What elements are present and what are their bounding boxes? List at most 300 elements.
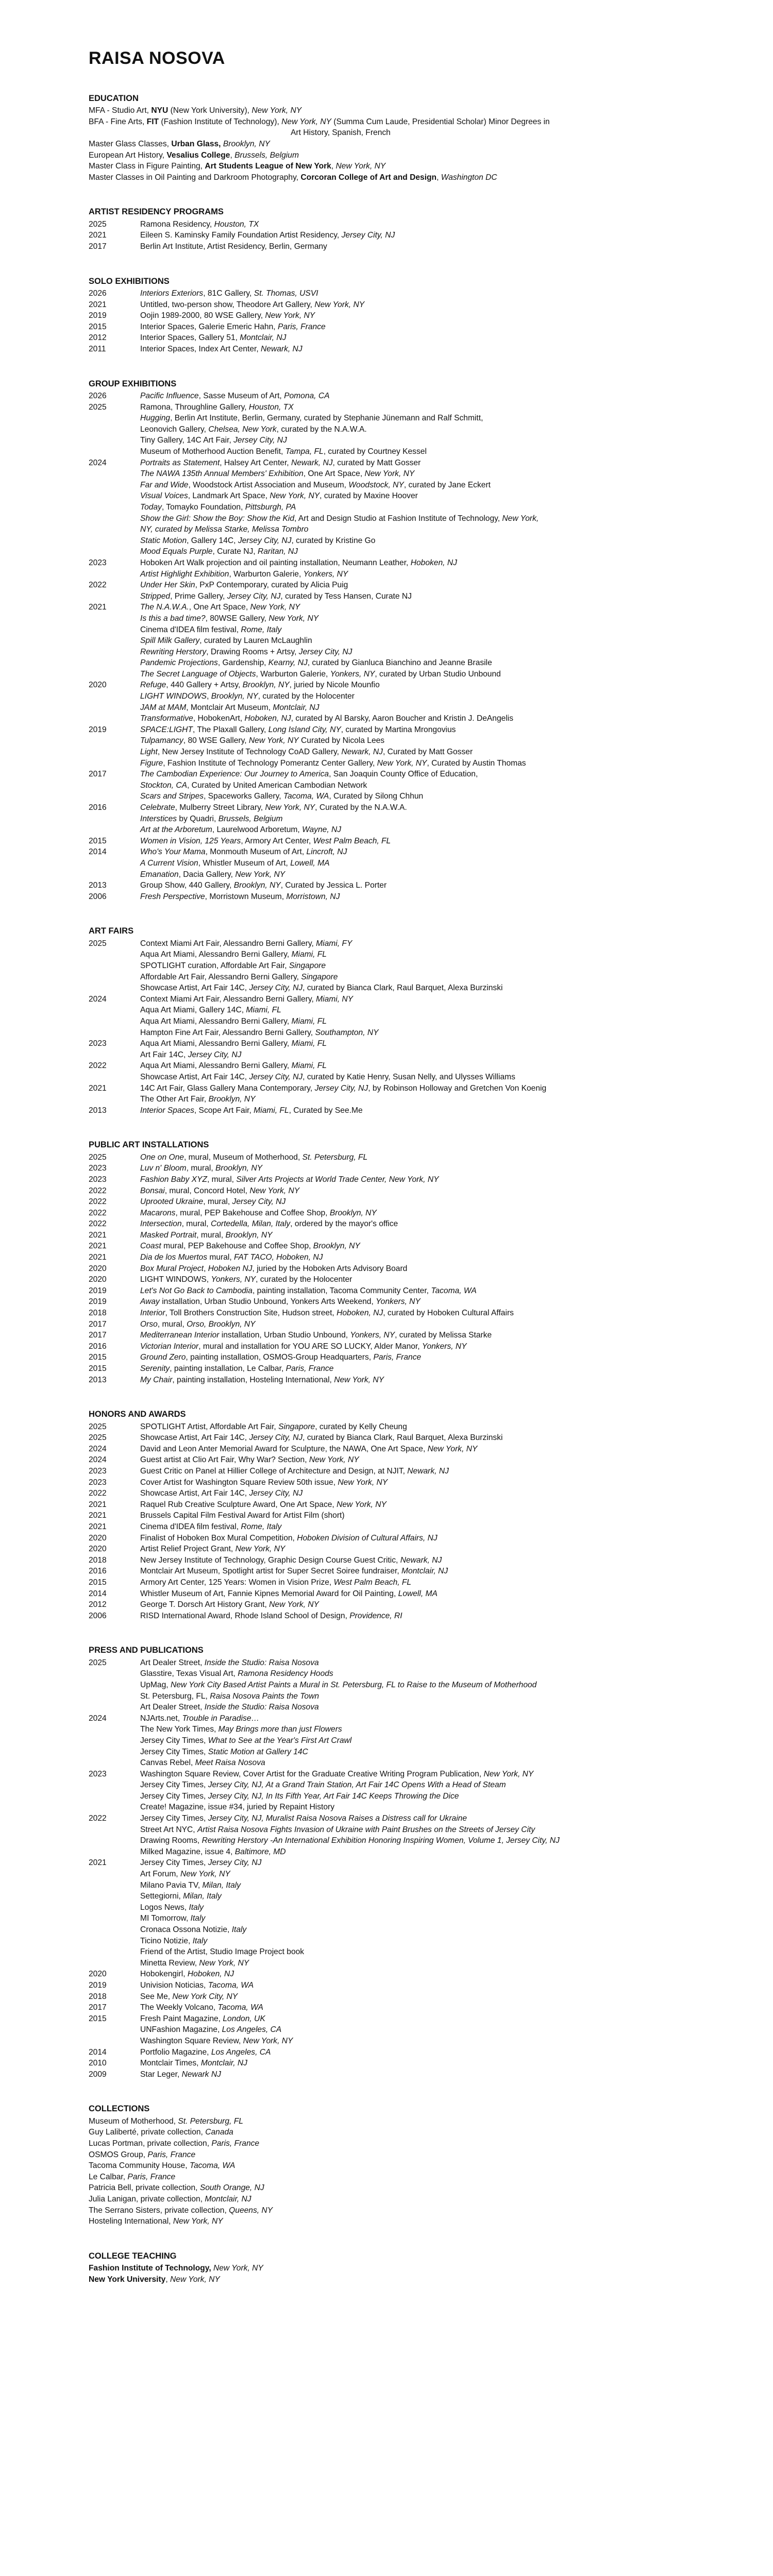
entry-text (140, 713, 670, 724)
text-fragment: , Gallery 14C, (187, 536, 238, 545)
text-fragment: Long Island City, NY (268, 725, 341, 734)
text-fragment: Coast (140, 1242, 161, 1251)
entry-year: 2023 (89, 1175, 107, 1184)
entry-row (89, 457, 670, 469)
text-fragment: Stockton, CA (140, 781, 188, 790)
text-fragment: Ticino Notizie, (140, 1936, 193, 1945)
text-fragment: Lincroft, NJ (306, 848, 347, 857)
entry-text (140, 1846, 670, 1858)
text-fragment: , Art and Design Studio at Fashion Institute of Technology, (294, 514, 502, 523)
text-fragment: NY (140, 525, 151, 534)
text-fragment: Jersey City, NJ, In Its Fifth Year, Art Fair 14C Keeps Throwing the Dice (208, 1791, 459, 1801)
entry-row (89, 1735, 670, 1747)
entry-row (89, 669, 670, 680)
text-fragment: New York, NY (427, 1444, 478, 1453)
text-fragment: Orso, Brooklyn, NY (187, 1319, 256, 1329)
entry-row (89, 880, 670, 891)
entry-text (140, 1296, 670, 1308)
text-fragment: Italy (231, 1925, 247, 1935)
entry-row (89, 1780, 670, 1791)
text-fragment: MI Tomorrow, (140, 1914, 191, 1923)
entry-year (89, 1958, 140, 1969)
solo-exhibitions-list (89, 288, 670, 355)
text-fragment: , Laurelwood Arboretum, (212, 825, 303, 835)
entry-year: 2013 (89, 1375, 107, 1384)
entry-text (140, 891, 670, 903)
entry-year (89, 1891, 140, 1902)
text-fragment: Hugging (140, 414, 171, 423)
entry-text (140, 814, 670, 825)
entry-year: 2006 (89, 892, 107, 901)
solo-exhibitions-section (89, 276, 670, 355)
text-fragment: Finalist of Hoboken Box Mural Competition, (140, 1533, 297, 1543)
entry-row (89, 836, 670, 847)
text-fragment: , (165, 2275, 171, 2284)
text-fragment: BFA - Fine Arts, (89, 117, 147, 126)
text-fragment: Paris, France (127, 2172, 176, 2181)
text-fragment: New York City, NY (172, 1992, 238, 2001)
entry-text (140, 1274, 670, 1285)
group-exhibitions-list (89, 391, 670, 902)
text-fragment: , Sasse Museum of Art, (198, 392, 284, 401)
entry-text (140, 1060, 670, 1072)
text-fragment: , curated by Hoboken Cultural Affairs (383, 1309, 514, 1318)
entry-row (89, 960, 670, 972)
text-fragment: , Prime Gallery, (170, 591, 227, 601)
text-fragment: , mural, (203, 1197, 232, 1207)
entry-row (89, 1702, 670, 1713)
text-fragment: UpMag, (140, 1680, 171, 1689)
text-fragment: Art Fair 14C, (140, 1050, 188, 1059)
entry-row (89, 1510, 670, 1521)
text-fragment: South Orange, NJ (199, 2183, 264, 2193)
entry-text (140, 424, 670, 435)
entry-year (89, 1724, 140, 1735)
entry-line (89, 2182, 670, 2194)
text-fragment: (New York University), (168, 106, 252, 115)
entry-text (140, 1444, 670, 1455)
entry-year: 2012 (89, 333, 107, 343)
text-fragment: Berlin Art Institute, Artist Residency, Berlin, Germany (140, 242, 327, 251)
text-fragment: Rome, Italy (241, 625, 282, 634)
entry-year (89, 713, 140, 724)
entry-row (89, 1005, 670, 1016)
entry-text (140, 1902, 670, 1913)
entry-text (140, 635, 670, 647)
text-fragment: , curated by Kristine Go (291, 536, 376, 545)
entry-year: 2021 (89, 1083, 107, 1093)
text-fragment: Lowell, MA (398, 1589, 438, 1598)
text-fragment: New York, NY (235, 1545, 285, 1554)
entry-year: 2022 (89, 1197, 107, 1207)
text-fragment: Corcoran College of Art and Design (300, 173, 437, 182)
text-fragment: Raritan, NJ (257, 547, 298, 556)
entry-text (140, 480, 670, 491)
text-fragment: , Curated by Austin Thomas (427, 758, 526, 768)
text-fragment: Tacoma, WA (208, 1980, 254, 1990)
entry-line (89, 2149, 670, 2161)
entry-row (89, 1668, 670, 1680)
entry-year (89, 635, 140, 647)
entry-text (140, 321, 670, 333)
text-fragment: , ordered by the mayor's office (290, 1219, 398, 1229)
text-fragment: Master Classes in Oil Painting and Darkroom Photography, (89, 173, 301, 182)
entry-row (89, 724, 670, 736)
entry-row (89, 602, 670, 613)
entry-text (140, 391, 670, 402)
entry-year: 2022 (89, 581, 107, 590)
text-fragment: installation, Urban Studio Unbound, (219, 1331, 350, 1340)
entry-text (140, 288, 670, 299)
text-fragment: Tacoma, WA (431, 1286, 477, 1295)
entry-year (89, 1702, 140, 1713)
text-fragment: Hoboken, NJ (410, 558, 457, 567)
entry-year (89, 960, 140, 972)
text-fragment: SPACE:LIGHT (140, 725, 193, 734)
entry-row (89, 1713, 670, 1724)
entry-row (89, 1891, 670, 1902)
text-fragment: Univision Noticias, (140, 1980, 208, 1990)
text-fragment: Jersey City Times, (140, 1781, 208, 1790)
entry-year: 2024 (89, 994, 107, 1004)
text-fragment: , curated by Melissa Starke (395, 1331, 492, 1340)
text-fragment: Newark NJ (181, 2070, 221, 2079)
entry-year: 2023 (89, 1769, 107, 1778)
text-fragment: , Drawing Rooms + Artsy, (206, 647, 299, 656)
entry-row (89, 1375, 670, 1386)
text-fragment: , Warburton Galerie, (256, 669, 330, 679)
entry-row (89, 569, 670, 580)
text-fragment: Interior Spaces (140, 1106, 194, 1115)
entry-year (89, 1747, 140, 1758)
education-section (89, 93, 670, 183)
text-fragment: New York, NY (269, 1600, 319, 1609)
entry-year (89, 691, 140, 702)
text-fragment: installation, Urban Studio Unbound, Yonkers Arts Weekend, (159, 1297, 376, 1307)
entry-year (89, 814, 140, 825)
text-fragment: Cortedella, Milan, Italy (210, 1219, 291, 1229)
entry-year (89, 1846, 140, 1858)
entry-year (89, 1005, 140, 1016)
entry-row (89, 1285, 670, 1297)
text-fragment: Woodstock, NY (348, 480, 404, 489)
entry-row (89, 938, 670, 950)
text-fragment: Brooklyn, NY (215, 1164, 262, 1173)
text-fragment: Tampa, FL (285, 447, 324, 456)
text-fragment: Raisa Nosova Paints the Town (210, 1691, 320, 1701)
education-list (89, 105, 670, 183)
entry-text (140, 1599, 670, 1611)
entry-text (140, 994, 670, 1005)
entry-year (89, 1072, 140, 1083)
entry-row (89, 1936, 670, 1947)
entry-row (89, 1980, 670, 1991)
entry-year: 2021 (89, 1242, 107, 1251)
text-fragment: Scars and Stripes (140, 792, 204, 801)
collections-section (89, 2104, 670, 2227)
entry-row (89, 1218, 670, 1230)
text-fragment: Visual Voices (140, 492, 188, 501)
entry-row (89, 1196, 670, 1208)
entry-row (89, 624, 670, 636)
text-fragment: New York, NY (170, 2275, 220, 2284)
entry-text (140, 1421, 670, 1433)
entry-text (140, 1757, 670, 1769)
entry-row (89, 1680, 670, 1691)
entry-row (89, 321, 670, 333)
text-fragment: Static Motion (140, 536, 187, 545)
entry-text (140, 724, 670, 736)
text-fragment: Art Dealer Street, (140, 1658, 205, 1667)
text-fragment: Interior (140, 1309, 165, 1318)
text-fragment: Montclair Art Museum, Spotlight artist for Super Secret Soiree fundraiser, (140, 1567, 402, 1576)
text-fragment: New York, NY (338, 1478, 388, 1487)
entry-row (89, 2058, 670, 2069)
text-fragment: , Montclair Art Museum, (186, 703, 273, 712)
entry-row (89, 769, 670, 780)
entry-row (89, 647, 670, 658)
entry-row (89, 580, 670, 591)
text-fragment: The Weekly Volcano, (140, 2003, 218, 2012)
entry-row (89, 702, 670, 714)
entry-year: 2019 (89, 725, 107, 734)
entry-text (140, 1510, 670, 1521)
text-fragment: Intersection (140, 1219, 182, 1229)
entry-row (89, 1105, 670, 1116)
text-fragment: Trouble in Paradise… (182, 1714, 260, 1723)
entry-text (140, 647, 670, 658)
text-fragment: Jersey City, NJ (249, 1433, 303, 1443)
text-fragment: New York, NY (281, 117, 331, 126)
entry-row (89, 846, 670, 858)
entry-text (140, 1005, 670, 1016)
entry-text (140, 1341, 670, 1352)
entry-text (140, 1668, 670, 1680)
text-fragment: Aqua Art Miami, Alessandro Berni Gallery, (140, 1039, 292, 1048)
entry-text (140, 513, 670, 524)
art-fairs-list (89, 938, 670, 1116)
entry-text (140, 2036, 670, 2047)
text-fragment: , juried by the Hoboken Arts Advisory Board (252, 1264, 408, 1273)
entry-row (89, 2013, 670, 2025)
entry-text (140, 1991, 670, 2003)
entry-year (89, 2036, 140, 2047)
entry-row (89, 1747, 670, 1758)
entry-text (140, 1555, 670, 1566)
text-fragment: Artist Relief Project Grant, (140, 1545, 236, 1554)
text-fragment: Pacific Influence (140, 392, 199, 401)
entry-year: 2013 (89, 1106, 107, 1115)
entry-line (89, 2216, 670, 2227)
entry-row (89, 1488, 670, 1499)
entry-row (89, 1924, 670, 1936)
text-fragment: Showcase Artist, Art Fair 14C, (140, 984, 249, 993)
text-fragment: , curated by Katie Henry, Susan Nelly, and Ulysses Williams (303, 1072, 515, 1081)
text-fragment: New York, NY (199, 1958, 249, 1968)
entry-row (89, 972, 670, 983)
text-fragment: , Landmark Art Space, (188, 492, 270, 501)
text-fragment: Macarons (140, 1208, 176, 1217)
group-exhibitions-section (89, 379, 670, 903)
text-fragment: Newark, NJ (400, 1555, 442, 1565)
text-fragment: Pomona, CA (284, 392, 330, 401)
text-fragment: Urban Glass, (171, 140, 221, 149)
entry-text (140, 1185, 670, 1197)
entry-text (140, 2047, 670, 2058)
entry-row (89, 713, 670, 724)
text-fragment: Yonkers, NY (303, 569, 348, 579)
entry-year: 2014 (89, 2047, 107, 2057)
entry-row (89, 241, 670, 252)
text-fragment: , Tomayko Foundation, (161, 502, 245, 512)
entry-year: 2023 (89, 1164, 107, 1173)
entry-text (140, 1454, 670, 1466)
text-fragment: , Curated by Silong Chhun (329, 792, 424, 801)
text-fragment: Celebrate (140, 803, 175, 812)
text-fragment: Jersey City, NJ (249, 984, 303, 993)
entry-row (89, 1769, 670, 1780)
text-fragment: New York University (89, 2275, 166, 2284)
text-fragment: Yonkers, NY (376, 1297, 421, 1307)
text-fragment: , curated by Lauren McLaughlin (199, 636, 312, 646)
text-fragment: Paris, France (211, 2139, 260, 2148)
text-fragment: Italy (192, 1936, 208, 1945)
text-fragment: , Curated by See.Me (289, 1106, 363, 1115)
residency-section (89, 207, 670, 252)
section-title: SOLO EXHIBITIONS (89, 276, 170, 286)
text-fragment: Yonkers, NY (330, 669, 375, 679)
text-fragment: George T. Dorsch Art History Grant, (140, 1600, 270, 1609)
text-fragment: Meet Raisa Nosova (195, 1758, 265, 1768)
text-fragment: Yonkers, NY (211, 1275, 256, 1284)
entry-text (140, 344, 670, 355)
entry-year: 2024 (89, 458, 107, 467)
entry-row (89, 1152, 670, 1163)
text-fragment: Brussels, Belgium (218, 814, 283, 823)
entry-text (140, 1252, 670, 1263)
entry-row (89, 1913, 670, 1924)
entry-year: 2014 (89, 1589, 107, 1598)
entry-row (89, 1724, 670, 1735)
text-fragment: Serenity (140, 1364, 170, 1374)
text-fragment: Hoboken Art Walk projection and oil painting installation, Neumann Leather, (140, 558, 411, 567)
text-fragment: Milan, Italy (183, 1892, 222, 1901)
entry-text (140, 880, 670, 891)
text-fragment: Bonsai (140, 1186, 165, 1195)
text-fragment: The NAWA 135th Annual Members' Exhibition (140, 469, 304, 479)
entry-row (89, 1163, 670, 1174)
entry-text (140, 1083, 670, 1094)
text-fragment: The Serrano Sisters, private collection, (89, 2206, 229, 2215)
text-fragment: Jersey City, NJ (227, 591, 281, 601)
entry-row (89, 1432, 670, 1444)
text-fragment: , Morristown Museum, (205, 892, 287, 901)
entry-text (140, 1657, 670, 1669)
entry-line (89, 2127, 670, 2138)
entry-row (89, 402, 670, 413)
text-fragment: Let's Not Go Back to Cambodia (140, 1286, 253, 1295)
entry-year: 2013 (89, 881, 107, 890)
text-fragment: Queens, NY (229, 2206, 273, 2215)
text-fragment: Fresh Perspective (140, 892, 205, 901)
text-fragment: New York, NY (483, 1769, 534, 1778)
entry-text (140, 1466, 670, 1477)
text-fragment: Patricia Bell, private collection, (89, 2183, 200, 2193)
text-fragment: Hoboken, NJ (244, 714, 291, 723)
entry-row (89, 1757, 670, 1769)
section-title: EDUCATION (89, 93, 139, 103)
entry-row (89, 1363, 670, 1375)
entry-year: 2019 (89, 1286, 107, 1295)
text-fragment: Montclair, NJ (273, 703, 320, 712)
entry-text (140, 1577, 670, 1588)
text-fragment: Leonovich Gallery, (140, 425, 209, 434)
text-fragment: , curated by Tess Hansen, Curate NJ (280, 591, 412, 601)
entry-row (89, 344, 670, 355)
text-fragment: West Palm Beach, FL (333, 1578, 412, 1587)
text-fragment: Star Leger, (140, 2070, 182, 2079)
text-fragment: Armory Art Center, 125 Years: Women in Vision Prize, (140, 1578, 334, 1587)
text-fragment: European Art History, (89, 150, 167, 160)
entry-year (89, 1691, 140, 1702)
text-fragment: Paris, France (277, 322, 326, 331)
entry-text (140, 1196, 670, 1208)
entry-text (140, 657, 670, 669)
entry-text (140, 1488, 670, 1499)
entry-year (89, 657, 140, 669)
text-fragment: Box Mural Project (140, 1264, 204, 1273)
text-fragment: Singapore (278, 1422, 315, 1431)
text-fragment: Brooklyn, NY (233, 881, 281, 890)
text-fragment: Milano Pavia TV, (140, 1880, 203, 1890)
entry-year: 2020 (89, 1275, 107, 1284)
entry-row (89, 1174, 670, 1185)
entry-year: 2012 (89, 1600, 107, 1609)
text-fragment: Art Forum, (140, 1870, 180, 1879)
entry-year: 2015 (89, 1364, 107, 1374)
entry-row (89, 2047, 670, 2058)
entry-text (140, 230, 670, 241)
entry-text (140, 1588, 670, 1600)
text-fragment: Chelsea, New York (208, 425, 277, 434)
text-fragment: JAM at MAM (140, 703, 187, 712)
entry-text (140, 1319, 670, 1330)
entry-row (89, 1049, 670, 1061)
text-fragment: Figure (140, 758, 163, 768)
text-fragment: Hoboken Division of Cultural Affairs, NJ (297, 1533, 438, 1543)
text-fragment: Jersey City Times, (140, 1791, 208, 1801)
entry-year: 2018 (89, 1309, 107, 1318)
entry-row (89, 480, 670, 491)
text-fragment: St. Petersburg, FL (178, 2116, 243, 2126)
text-fragment: , Berlin Art Institute, Berlin, Germany, curated by Stephanie Jünemann and Ralf Schmitt, (170, 414, 483, 423)
entry-row (89, 1421, 670, 1433)
text-fragment: , curated by the N.A.W.A. (276, 425, 367, 434)
entry-row (89, 424, 670, 435)
entry-year: 2026 (89, 392, 107, 401)
entry-year (89, 1913, 140, 1924)
entry-row (89, 1544, 670, 1555)
text-fragment: Fashion Institute of Technology, (89, 2264, 211, 2273)
text-fragment: , mural, (181, 1219, 211, 1229)
text-fragment: Glasstire, Texas Visual Art, (140, 1669, 238, 1679)
entry-year (89, 1869, 140, 1880)
text-fragment: , curated by Kelly Cheung (315, 1422, 407, 1431)
entry-year (89, 1757, 140, 1769)
entry-row (89, 1274, 670, 1285)
entry-year (89, 1027, 140, 1039)
entry-year (89, 1880, 140, 1891)
